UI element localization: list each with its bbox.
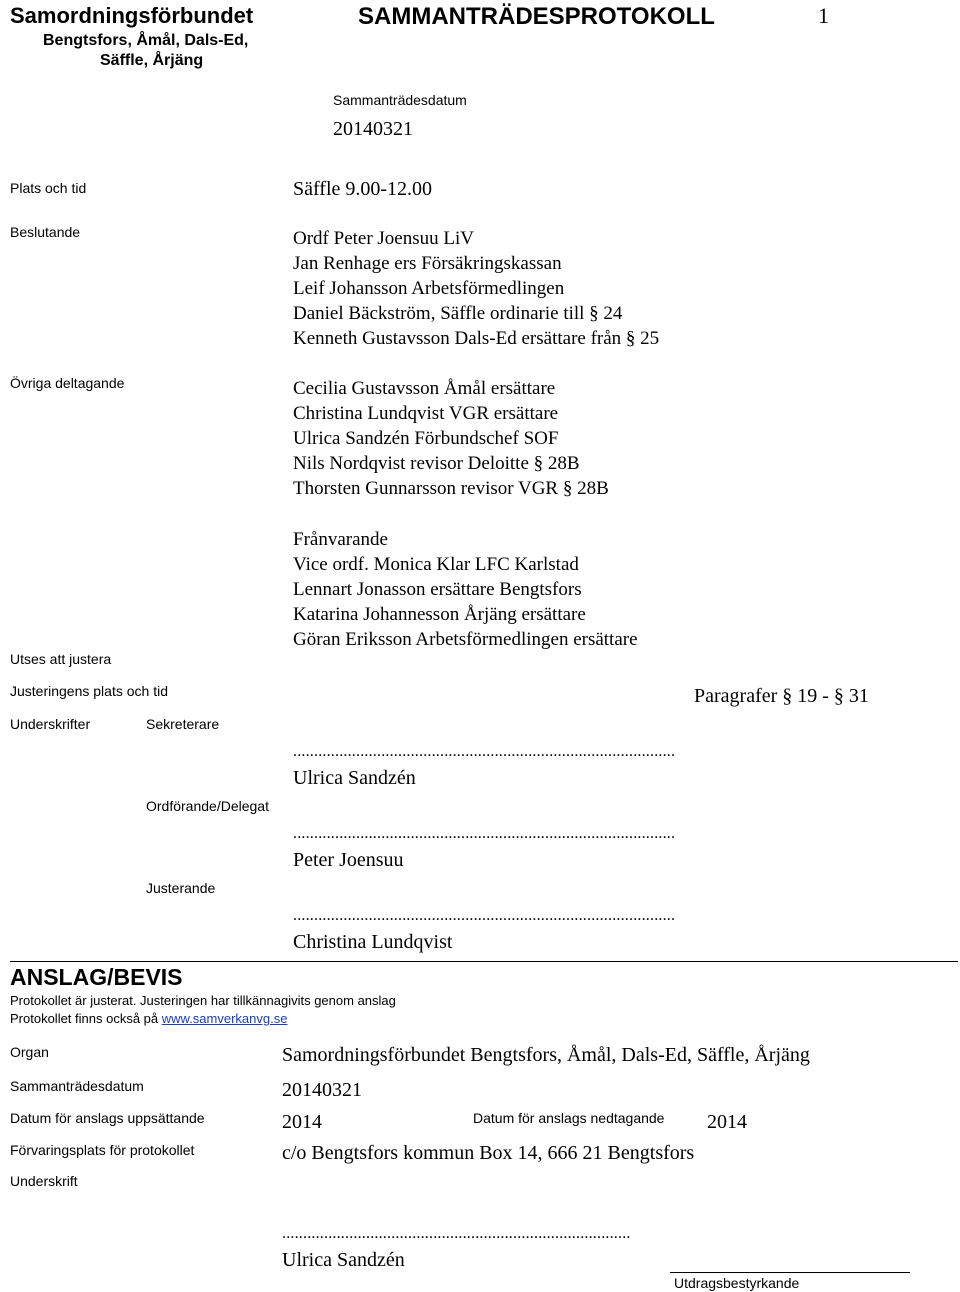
document-title: SAMMANTRÄDESPROTOKOLL <box>358 3 715 30</box>
removed-label: Datum för anslags nedtagande <box>473 1110 665 1126</box>
other-participant: Ulrica Sandzén Förbundschef SOF <box>293 428 559 449</box>
meeting-date-label: Sammanträdesdatum <box>333 92 467 108</box>
deciding-member: Daniel Bäckström, Säffle ordinarie till § 24 <box>293 303 623 324</box>
notice-signature-name: Ulrica Sandzén <box>282 1249 405 1271</box>
absent-member: Vice ordf. Monica Klar LFC Karlstad <box>293 554 579 575</box>
notice-title: ANSLAG/BEVIS <box>10 964 183 990</box>
deciding-member: Kenneth Gustavsson Dals-Ed ersättare från § 25 <box>293 328 660 349</box>
signature-dots: ........................................................................................... <box>293 743 676 760</box>
paragraphs-range: Paragrafer § 19 - § 31 <box>694 685 869 707</box>
absent-member: Lennart Jonasson ersättare Bengtsfors <box>293 579 582 600</box>
meeting-date-value: 20140321 <box>333 118 413 140</box>
other-participant: Christina Lundqvist VGR ersättare <box>293 403 559 424</box>
secretary-name: Ulrica Sandzén <box>293 767 416 789</box>
absent-member: Göran Eriksson Arbetsförmedlingen ersättare <box>293 629 638 650</box>
signature-dots: ........................................................................................... <box>293 825 676 842</box>
org-subtitle-1: Bengtsfors, Åmål, Dals-Ed, <box>43 32 249 49</box>
other-participant: Thorsten Gunnarsson revisor VGR § 28B <box>293 478 609 499</box>
chair-name: Peter Joensuu <box>293 849 404 871</box>
absent-member: Katarina Johannesson Årjäng ersättare <box>293 604 586 625</box>
adjuster-name: Christina Lundqvist <box>293 931 453 953</box>
place-label: Plats och tid <box>10 180 87 196</box>
signatures-label: Underskrifter <box>10 716 91 732</box>
deciding-member: Leif Johansson Arbetsförmedlingen <box>293 278 565 299</box>
deciding-list <box>293 226 659 351</box>
deciding-member: Ordf Peter Joensuu LiV <box>293 228 474 249</box>
signature-dots: ........................................................................................... <box>293 907 676 924</box>
removed-value: 2014 <box>707 1111 747 1133</box>
posted-label: Datum för anslags uppsättande <box>10 1110 205 1126</box>
org-name: Samordningsförbundet <box>10 3 254 28</box>
deciding-member: Jan Renhage ers Försäkringskassan <box>293 253 562 274</box>
notice-text-1: Protokollet är justerat. Justeringen har tillkännagivits genom anslag <box>10 993 396 1008</box>
extract-label: Utdragsbestyrkande <box>674 1275 800 1291</box>
notice-text-2 <box>10 1011 287 1026</box>
chair-role: Ordförande/Delegat <box>146 798 269 814</box>
organ-value: Samordningsförbundet Bengtsfors, Åmål, Dals-Ed, Säffle, Årjäng <box>282 1044 810 1066</box>
notice-divider <box>10 961 958 962</box>
notice-date-label: Sammanträdesdatum <box>10 1078 144 1094</box>
deciding-label: Beslutande <box>10 224 81 240</box>
posted-value: 2014 <box>282 1111 322 1133</box>
notice-date-value: 20140321 <box>282 1079 362 1101</box>
adjust-place-label: Justeringens plats och tid <box>10 683 168 699</box>
adjust-label: Utses att justera <box>10 651 112 667</box>
storage-value: c/o Bengtsfors kommun Box 14, 666 21 Bengtsfors <box>282 1142 695 1164</box>
org-subtitle-2: Säffle, Årjäng <box>100 52 204 69</box>
other-participant: Cecilia Gustavsson Åmål ersättare <box>293 378 556 399</box>
notice-signature-dots: ................................................................................... <box>282 1225 631 1242</box>
absent-heading: Frånvarande <box>293 529 388 550</box>
adjuster-role: Justerande <box>146 880 216 896</box>
absent-list <box>293 527 638 652</box>
signature-label: Underskrift <box>10 1173 78 1189</box>
other-participant: Nils Nordqvist revisor Deloitte § 28B <box>293 453 580 474</box>
page-number: 1 <box>818 3 829 28</box>
place-value: Säffle 9.00-12.00 <box>293 178 433 200</box>
others-label: Övriga deltagande <box>10 375 125 391</box>
others-list <box>293 376 609 501</box>
storage-label: Förvaringsplats för protokollet <box>10 1142 195 1158</box>
secretary-role: Sekreterare <box>146 716 220 732</box>
extract-line <box>670 1272 910 1273</box>
website-link[interactable]: www.samverkanvg.se <box>161 1011 288 1026</box>
organ-label: Organ <box>10 1044 49 1060</box>
notice-text-2-prefix: Protokollet finns också på <box>10 1011 162 1026</box>
